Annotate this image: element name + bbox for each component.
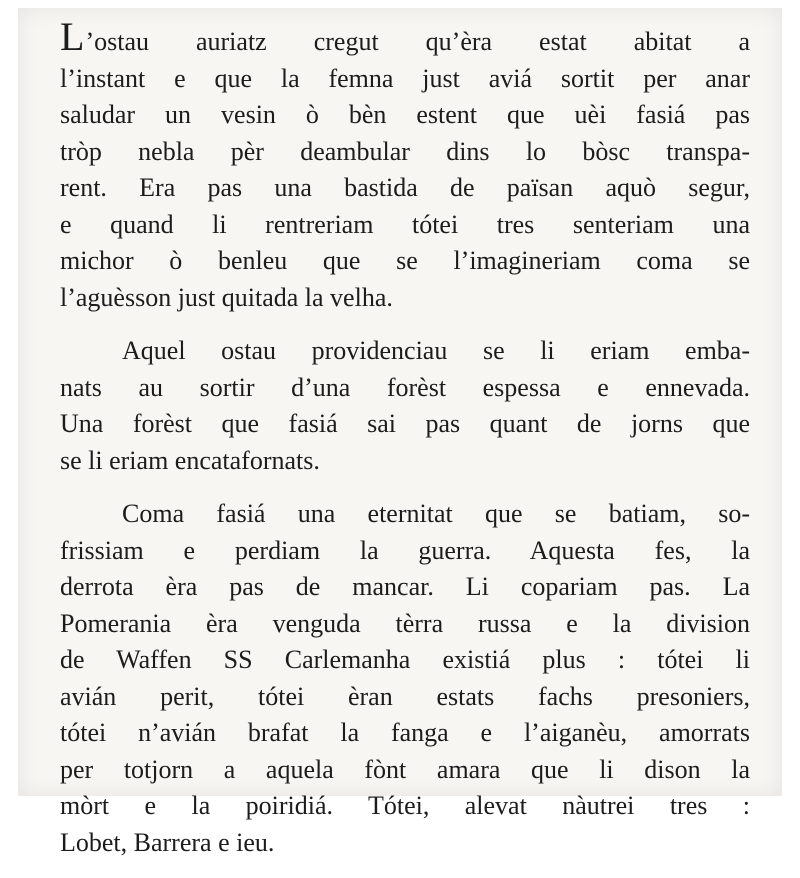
text-line: michor ò benleu que se l’imagineriam coma se: [60, 246, 750, 275]
text-line-content: ’ostau auriatz cregut qu’èra estat abitat a: [85, 27, 750, 56]
page-text: [60, 14, 750, 878]
paragraph-1: [60, 14, 750, 316]
text-line: Coma fasiá una eternitat que se batiam, so-: [122, 499, 750, 528]
text-line: de Waffen SS Carlemanha existiá plus : tótei li: [60, 645, 750, 674]
text-line: frissiam e perdiam la guerra. Aquesta fes, la: [60, 535, 750, 565]
text-line: nats au sortir d’una forèst espessa e ennevada.: [60, 372, 750, 402]
paragraph-3: [60, 496, 750, 861]
text-line: Aquel ostau providenciau se li eriam emba-: [122, 336, 750, 365]
text-line: saludar un vesin ò bèn estent que uèi fasiá pas: [60, 100, 750, 129]
text-line: [60, 14, 750, 61]
text-line: Una forèst que fasiá sai pas quant de jorns que: [60, 409, 750, 438]
text-line: Pomerania èra venguda tèrra russa e la division: [60, 608, 750, 638]
text-line: tròp nebla pèr deambular dins lo bòsc transpa-: [60, 136, 750, 166]
text-line: per totjorn a aquela fònt amara que li dison la: [60, 754, 750, 784]
book-page: [18, 8, 782, 857]
text-line: e quand li rentreriam tótei tres senteriam una: [60, 209, 750, 239]
text-line: derrota èra pas de mancar. Li copariam pas. La: [60, 572, 750, 601]
text-line: rent. Era pas una bastida de païsan aquò segur,: [60, 173, 750, 202]
text-line: avián perit, tótei èran estats fachs presoniers,: [60, 681, 750, 711]
text-line: mòrt e la poiridiá. Tótei, alevat nàutrei tres :: [60, 791, 750, 820]
text-line: se li eriam encatafornats.: [60, 445, 320, 475]
text-line: l’instant e que la femna just aviá sortit per anar: [60, 63, 750, 93]
text-line: l’aguèsson just quitada la velha.: [60, 282, 393, 312]
text-line: tótei n’avián brafat la fanga e l’aiganèu, amorrats: [60, 718, 750, 747]
drop-cap: L: [60, 14, 85, 59]
text-line: Lobet, Barrera e ieu.: [60, 827, 275, 857]
paragraph-2: [60, 333, 750, 479]
